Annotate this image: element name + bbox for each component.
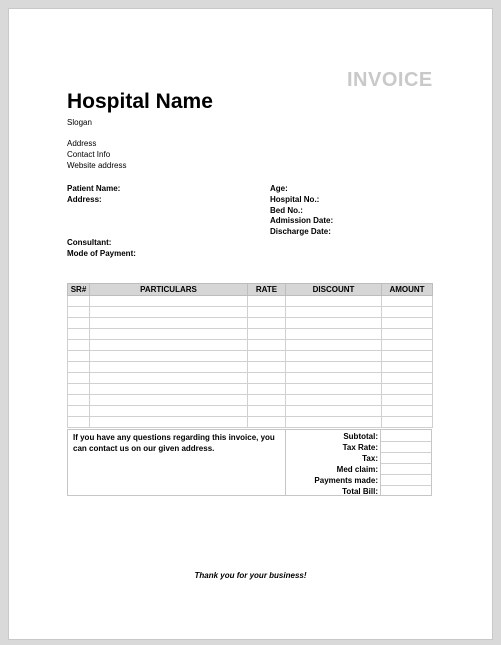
table-cell: [382, 329, 433, 340]
table-cell: [68, 395, 90, 406]
table-cell: [248, 351, 286, 362]
tax-rate-label: Tax Rate:: [342, 443, 378, 452]
table-row: [68, 395, 433, 406]
table-cell: [248, 318, 286, 329]
table-cell: [68, 417, 90, 428]
table-cell: [90, 329, 248, 340]
table-cell: [286, 351, 382, 362]
header-sr: SR#: [68, 284, 90, 296]
tax-value-cell: [381, 463, 431, 474]
table-row: [68, 417, 433, 428]
table-cell: [90, 373, 248, 384]
table-cell: [68, 351, 90, 362]
table-cell: [68, 373, 90, 384]
table-cell: [90, 417, 248, 428]
table-cell: [248, 329, 286, 340]
table-cell: [286, 395, 382, 406]
table-cell: [286, 296, 382, 307]
table-cell: [382, 373, 433, 384]
tax-label: Tax:: [362, 454, 378, 463]
table-cell: [248, 384, 286, 395]
table-cell: [68, 384, 90, 395]
total-bill-label: Total Bill:: [342, 487, 378, 496]
hospital-name: Hospital Name: [67, 90, 213, 113]
table-cell: [286, 384, 382, 395]
table-cell: [286, 318, 382, 329]
table-cell: [248, 373, 286, 384]
table-cell: [68, 318, 90, 329]
table-cell: [90, 406, 248, 417]
hospital-no-label: Hospital No.:: [270, 195, 320, 204]
table-cell: [90, 340, 248, 351]
invoice-footer-block: [67, 429, 432, 496]
med-claim-label: Med claim:: [336, 465, 378, 474]
table-cell: [286, 362, 382, 373]
tax-rate-value-cell: [381, 452, 431, 463]
table-cell: [248, 406, 286, 417]
table-cell: [248, 307, 286, 318]
table-cell: [90, 351, 248, 362]
questions-note: If you have any questions regarding this invoice, you can contact us on our given address.: [73, 433, 275, 453]
patient-address-label: Address:: [67, 195, 102, 204]
divider: [285, 430, 286, 495]
table-cell: [248, 296, 286, 307]
payments-made-value-cell: [381, 485, 431, 496]
invoice-title: INVOICE: [347, 69, 433, 91]
table-cell: [68, 406, 90, 417]
table-cell: [90, 307, 248, 318]
hospital-address: Address: [67, 139, 97, 148]
invoice-page: [8, 8, 493, 640]
table-cell: [68, 340, 90, 351]
table-row: [68, 351, 433, 362]
med-claim-value-cell: [381, 474, 431, 485]
table-cell: [286, 373, 382, 384]
table-cell: [286, 340, 382, 351]
table-cell: [286, 417, 382, 428]
header-rate: RATE: [248, 284, 286, 296]
consultant-label: Consultant:: [67, 238, 112, 247]
table-row: [68, 307, 433, 318]
slogan: Slogan: [67, 118, 92, 127]
table-cell: [382, 307, 433, 318]
table-cell: [248, 340, 286, 351]
table-cell: [90, 362, 248, 373]
table-row: [68, 318, 433, 329]
subtotal-label: Subtotal:: [343, 432, 378, 441]
table-cell: [90, 384, 248, 395]
website-address: Website address: [67, 161, 127, 170]
subtotal-value-cell: [381, 441, 431, 452]
table-cell: [382, 340, 433, 351]
table-row: [68, 329, 433, 340]
table-cell: [286, 329, 382, 340]
admission-date-label: Admission Date:: [270, 216, 334, 225]
table-cell: [382, 395, 433, 406]
contact-info: Contact Info: [67, 150, 111, 159]
table-cell: [382, 384, 433, 395]
header-discount: DISCOUNT: [286, 284, 382, 296]
table-row: [68, 362, 433, 373]
table-cell: [382, 417, 433, 428]
table-row: [68, 373, 433, 384]
table-cell: [382, 362, 433, 373]
table-header-row: [68, 284, 433, 296]
table-row: [68, 384, 433, 395]
header-particulars: PARTICULARS: [90, 284, 248, 296]
header-amount: AMOUNT: [382, 284, 433, 296]
age-label: Age:: [270, 184, 288, 193]
thank-you-message: Thank you for your business!: [194, 571, 307, 580]
table-cell: [248, 362, 286, 373]
table-cell: [248, 417, 286, 428]
table-row: [68, 340, 433, 351]
payments-made-label: Payments made:: [314, 476, 378, 485]
bed-no-label: Bed No.:: [270, 206, 303, 215]
table-row: [68, 296, 433, 307]
table-cell: [382, 351, 433, 362]
table-row: [68, 406, 433, 417]
table-cell: [90, 296, 248, 307]
table-cell: [68, 362, 90, 373]
table-cell: [382, 406, 433, 417]
table-cell: [90, 395, 248, 406]
patient-name-label: Patient Name:: [67, 184, 121, 193]
table-cell: [90, 318, 248, 329]
table-cell: [286, 307, 382, 318]
table-cell: [382, 296, 433, 307]
mode-of-payment-label: Mode of Payment:: [67, 249, 136, 258]
table-cell: [286, 406, 382, 417]
items-table: [67, 283, 433, 428]
table-cell: [248, 395, 286, 406]
discharge-date-label: Discharge Date:: [270, 227, 331, 236]
table-cell: [382, 318, 433, 329]
table-cell: [68, 307, 90, 318]
table-cell: [68, 329, 90, 340]
table-cell: [68, 296, 90, 307]
